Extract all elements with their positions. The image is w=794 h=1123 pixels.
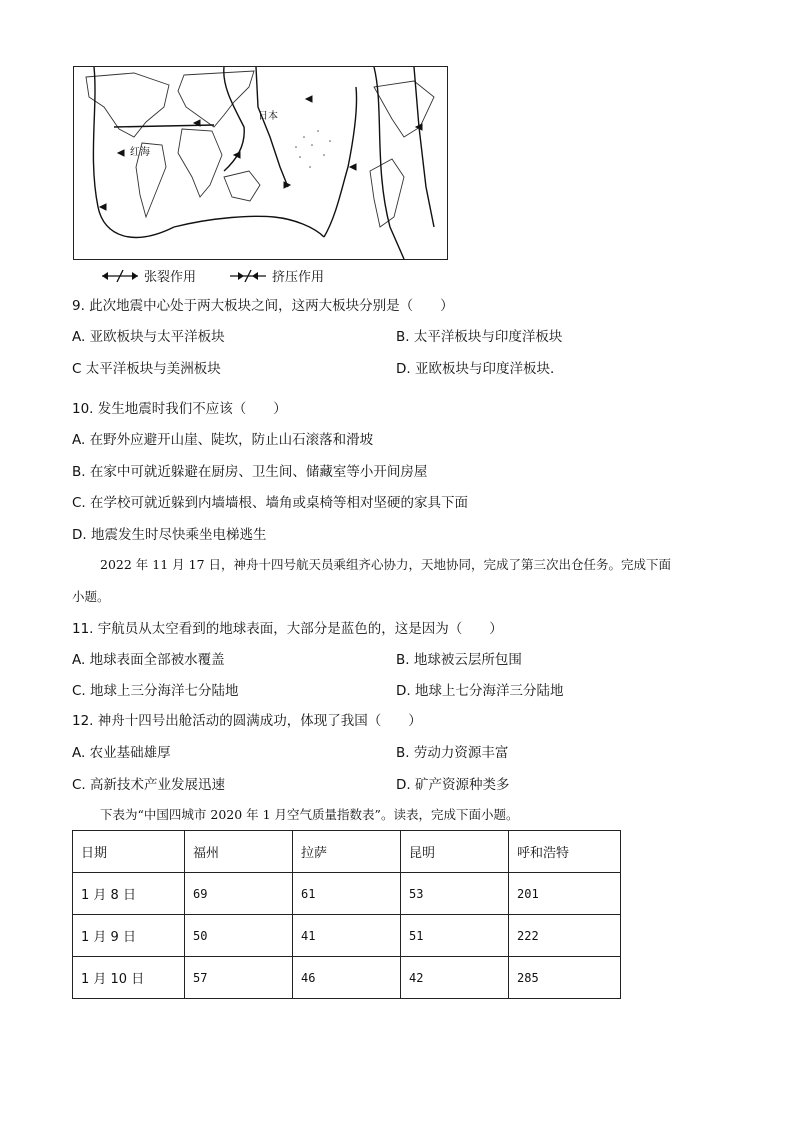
- table-cell-date: 1 月 8 日: [73, 873, 185, 915]
- q11-option-b: B. 地球被云层所包围: [396, 652, 522, 668]
- rift-arrow-icon: [100, 269, 140, 283]
- q9-option-b: B. 太平洋板块与印度洋板块: [396, 329, 563, 345]
- legend-squeeze: [228, 266, 324, 285]
- q11-option-a: A. 地球表面全部被水覆盖: [72, 652, 225, 668]
- q12-option-b: B. 劳动力资源丰富: [396, 745, 509, 761]
- arrow-mark-6: [100, 204, 106, 210]
- q12-option-d: D. 矿产资源种类多: [396, 777, 510, 793]
- table-cell: 51: [401, 915, 509, 957]
- q9-stem: 9. 此次地震中心处于两大板块之间，这两大板块分别是（ ）: [72, 298, 454, 314]
- q11-option-d: D. 地球上七分海洋三分陆地: [396, 683, 564, 699]
- q10-stem: 10. 发生地震时我们不应该（ ）: [72, 401, 287, 417]
- legend-rift: [100, 266, 196, 285]
- boundary-2: [174, 216, 324, 237]
- intro2: 下表为“中国四城市 2020 年 1 月空气质量指数表”。读表，完成下面小题。: [100, 807, 519, 822]
- boundary-8: [414, 67, 434, 227]
- squeeze-arrow-icon: [228, 269, 268, 283]
- table-cell: 53: [401, 873, 509, 915]
- continent-eurasia: [178, 71, 254, 127]
- table-cell: 69: [185, 873, 293, 915]
- legend-squeeze-label: 挤压作用: [272, 270, 325, 285]
- q11-option-c: C. 地球上三分海洋七分陆地: [72, 683, 239, 699]
- table-header-cell: 昆明: [401, 831, 509, 873]
- continent-australia: [224, 171, 260, 201]
- table-cell: 57: [185, 957, 293, 999]
- plate-map-svg: [74, 67, 447, 259]
- arrow-mark-1: [118, 150, 124, 156]
- table-header-cell: 呼和浩特: [509, 831, 621, 873]
- arrow-mark-7: [306, 96, 312, 102]
- map-label-red-sea: 红海: [130, 147, 150, 158]
- table-cell-date: 1 月 9 日: [73, 915, 185, 957]
- table-cell: 42: [401, 957, 509, 999]
- air-quality-table: [72, 830, 621, 999]
- map-legend: [100, 266, 350, 285]
- intro1-line2: 小题。: [72, 589, 110, 604]
- table-cell: 285: [509, 957, 621, 999]
- table-row: [73, 915, 621, 957]
- q9-option-c: C 太平洋板块与美洲板块: [72, 361, 221, 377]
- arrow-mark-5: [350, 164, 356, 170]
- q11-stem: 11. 宇航员从太空看到的地球表面，大部分是蓝色的，这是因为（ ）: [72, 621, 503, 637]
- table-header-row: [73, 831, 621, 873]
- boundary-3: [324, 87, 357, 237]
- map-label-japan: 日本: [258, 111, 278, 122]
- table-cell: 41: [293, 915, 401, 957]
- table-row: [73, 957, 621, 999]
- plate-map: [73, 66, 448, 260]
- table-cell: 46: [293, 957, 401, 999]
- q12-stem: 12. 神舟十四号出舱活动的圆满成功，体现了我国（ ）: [72, 713, 422, 729]
- table-row: [73, 873, 621, 915]
- q10-option-d: D. 地震发生时尽快乘坐电梯逃生: [72, 527, 267, 543]
- table-cell: 201: [509, 873, 621, 915]
- q9-option-d: D. 亚欧板块与印度洋板块.: [396, 361, 555, 377]
- continent-right-america: [374, 81, 434, 137]
- table-cell-date: 1 月 10 日: [73, 957, 185, 999]
- boundary-6: [256, 67, 288, 187]
- legend-rift-label: 张裂作用: [144, 270, 197, 285]
- q10-option-c: C. 在学校可就近躲到内墙墙根、墙角或桌椅等相对坚硬的家具下面: [72, 495, 469, 511]
- table-cell: 61: [293, 873, 401, 915]
- q10-option-a: A. 在野外应避开山崖、陡坎，防止山石滚落和滑坡: [72, 432, 374, 448]
- table-header-cell: 福州: [185, 831, 293, 873]
- q12-option-c: C. 高新技术产业发展迅速: [72, 777, 226, 793]
- q10-option-b: B. 在家中可就近躲避在厨房、卫生间、储藏室等小开间房屋: [72, 464, 428, 480]
- table-header-cell: 拉萨: [293, 831, 401, 873]
- table-cell: 222: [509, 915, 621, 957]
- q9-option-a: A. 亚欧板块与太平洋板块: [72, 329, 225, 345]
- table-cell: 50: [185, 915, 293, 957]
- boundary-7: [374, 67, 404, 259]
- table-header-cell: 日期: [73, 831, 185, 873]
- q12-option-a: A. 农业基础雄厚: [72, 745, 171, 761]
- intro1-line1: 2022 年 11 月 17 日，神舟十四号航天员乘组齐心协力，天地协同，完成了第三次出仓任务。完成下面: [100, 557, 671, 572]
- continent-africa: [178, 129, 222, 197]
